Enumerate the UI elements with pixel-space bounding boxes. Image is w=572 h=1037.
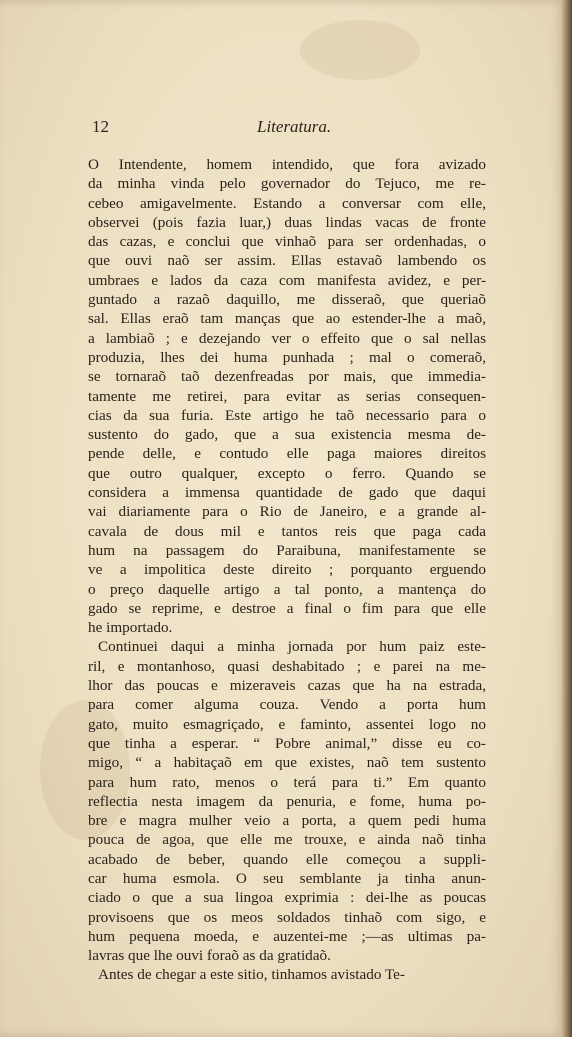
text-line: migo, “ a habitaçaõ em que existes, naõ tem sustento (88, 754, 486, 772)
text-line: que ouvi naõ ser assim. Ellas estavaõ lambendo os (88, 252, 486, 270)
text-line: he importado. (88, 619, 173, 637)
text-line: hum na passagem do Paraibuna, manifestamente se (88, 541, 486, 559)
text-line: reflectia nesta imagem da penuria, e fome, huma po- (88, 792, 486, 810)
text-line: que tinha a esperar. “ Pobre animal,” disse eu co- (88, 734, 486, 752)
text-line: ve a impolitica deste direito ; porquanto erguendo (88, 561, 486, 579)
page-number: 12 (92, 117, 109, 136)
text-line: hum pequena moeda, e auzentei-me ;—as ultimas pa- (88, 927, 486, 945)
text-line: que outro qualquer, excepto o ferro. Quando se (88, 464, 486, 482)
text-line: cavala de dous mil e tantos reis que paga cada (88, 522, 486, 540)
text-line: considera a immensa quantidade de gado que daqui (88, 484, 486, 502)
text-line: produzia, lhes dei huma punhada ; mal o comeraõ, (88, 348, 486, 366)
body-text (88, 155, 486, 985)
text-line: Antes de chegar a este sitio, tinhamos avistado Te- (98, 966, 405, 984)
text-line: da minha vinda pelo governador do Tejuco, me re- (88, 175, 486, 193)
text-line: das cazas, e conclui que vinhaõ para ser ordenhadas, o (88, 233, 486, 251)
running-head: Literatura. (257, 117, 332, 136)
paragraph (88, 637, 486, 965)
paper-stain (300, 20, 420, 80)
text-line: o preço daquelle artigo a tal ponto, a mantença do (88, 580, 486, 598)
text-line: ril, e montanhoso, quasi deshabitado ; e parei na me- (88, 657, 486, 675)
text-line: pende delle, e contudo elle paga maiores direitos (88, 445, 486, 463)
text-line: pouca de agoa, que elle me trouxe, e ainda naõ tinha (88, 831, 486, 849)
text-line: gado se reprime, e destroe a final o fim para que elle (88, 599, 486, 617)
text-line: car huma esmola. O seu semblante ja tinha anun- (88, 869, 486, 887)
text-line: gato, muito esmagriçado, e faminto, assentei logo no (88, 715, 486, 733)
text-line: sustento do gado, que a sua existencia mesma de- (88, 426, 486, 444)
paragraph (88, 965, 486, 984)
text-line: cebeo amigavelmente. Estando a conversar com elle, (88, 194, 486, 212)
text-line: se tornaraõ taõ dezenfreadas por mais, que immedia- (88, 368, 486, 386)
text-line: guntado a razaõ daquillo, me disseraõ, que queriaõ (88, 291, 486, 309)
text-line: ciado o que a sua lingoa exprimia : dei-lhe as poucas (88, 889, 486, 907)
text-line: para comer alguma couza. Vendo a porta hum (88, 696, 486, 714)
text-line: umbraes e lados da caza com manifesta avidez, e per- (88, 271, 486, 289)
text-line: tamente me retirei, para evitar as serias consequen- (88, 387, 486, 405)
text-line: bre e magra mulher veio a porta, a quem pedi huma (88, 812, 486, 830)
page-header (92, 117, 492, 143)
page-edge (562, 0, 572, 1037)
text-line: provisoens que os meos soldados tinhaõ com sigo, e (88, 908, 486, 926)
text-line: sal. Ellas eraõ tam manças que ao estender-lhe a maõ, (88, 310, 486, 328)
text-line: observei (pois fazia luar,) duas lindas vacas de fronte (88, 213, 486, 231)
text-line: lhor das poucas e mizeraveis cazas que ha na estrada, (88, 677, 486, 695)
paragraph (88, 155, 486, 637)
text-line: lavras que lhe ouvi foraõ as da gratidaõ. (88, 947, 331, 965)
text-line: cias da sua furia. Este artigo he taõ necessario para o (88, 406, 486, 424)
text-line: para hum rato, menos o terá para ti.” Em quanto (88, 773, 486, 791)
text-line: Continuei daqui a minha jornada por hum paiz este- (98, 638, 486, 656)
text-line: O Intendente, homem intendido, que fora avizado (88, 156, 486, 173)
text-line: vai diariamente para o Rio de Janeiro, e a grande al- (88, 503, 486, 521)
text-line: acabado de beber, quando elle começou a suppli- (88, 850, 486, 868)
text-line: a lambiaõ ; e dezejando ver o effeito que o sal nellas (88, 329, 486, 347)
